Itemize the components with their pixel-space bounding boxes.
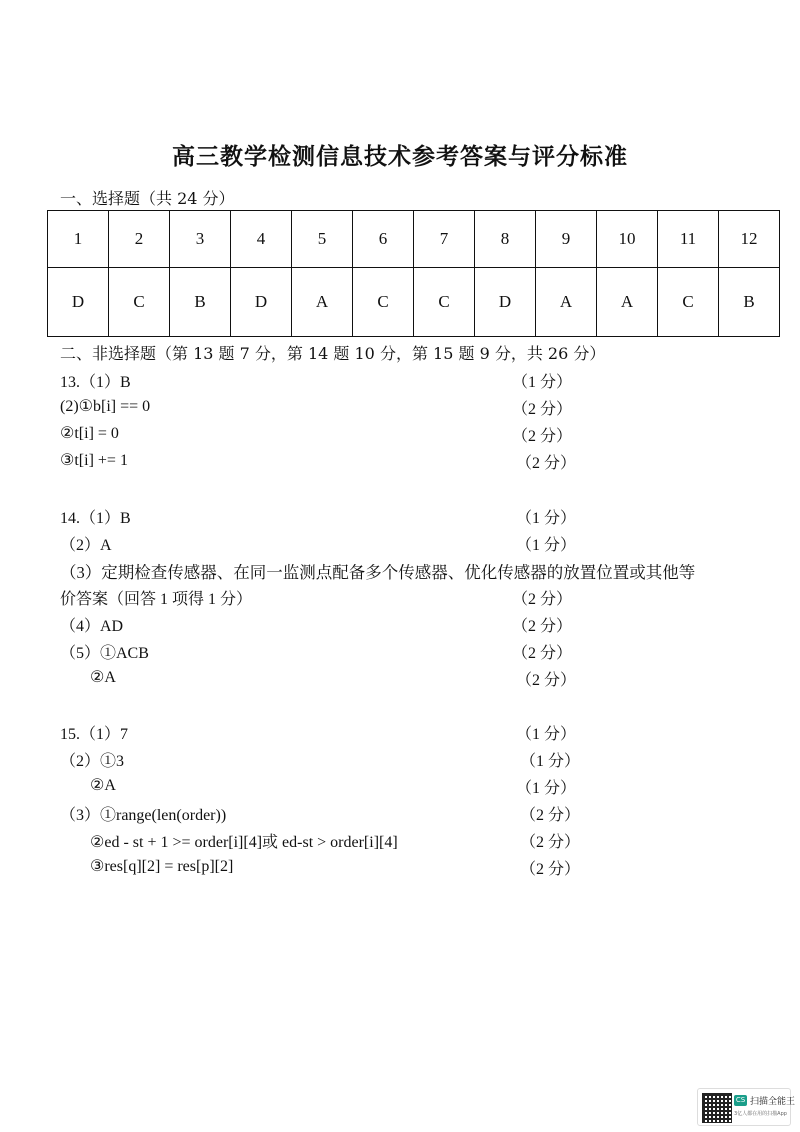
score-label: （1 分） [516, 780, 577, 797]
camscanner-logo: CS [735, 1096, 746, 1104]
score-label: （2 分） [520, 807, 581, 824]
answer-line-15-2a: （2）①3 [60, 753, 125, 770]
score-label: （2 分） [520, 834, 581, 851]
question-number-row [48, 211, 780, 268]
answer-cell: C [658, 268, 719, 337]
score-label: （2 分） [516, 672, 577, 689]
answer-line-14-5a: （5）①ACB [60, 645, 149, 662]
answer-cell: C [414, 268, 475, 337]
question-number: 10 [597, 211, 658, 268]
answer-line-13-2c: ③t[i] += 1 [60, 452, 128, 469]
page-title: 高三教学检测信息技术参考答案与评分标准 [172, 143, 628, 170]
answer-row [48, 268, 780, 337]
question-number: 9 [536, 211, 597, 268]
answer-line-15-3a: （3）①range(len(order)) [60, 807, 227, 824]
answer-line-15-2b: ②A [90, 777, 116, 794]
scanner-brand: 扫描全能王 [750, 1097, 796, 1107]
qr-code-icon [702, 1093, 732, 1123]
answer-line-14-2: （2）A [60, 537, 112, 554]
answer-line-13-1: 13.（1）B [60, 374, 131, 391]
score-label: （1 分） [516, 510, 577, 527]
question-number: 7 [414, 211, 475, 268]
score-label: （1 分） [512, 374, 573, 391]
answer-line-15-3b: ②ed - st + 1 >= order[i][4]或 ed-st > order[i][4] [90, 834, 398, 851]
score-label: （1 分） [516, 726, 577, 743]
answer-cell: D [231, 268, 292, 337]
question-number: 3 [170, 211, 231, 268]
score-label: （2 分） [520, 861, 581, 878]
answer-cell: B [170, 268, 231, 337]
question-number: 11 [658, 211, 719, 268]
question-number: 1 [48, 211, 109, 268]
question-number: 8 [475, 211, 536, 268]
answer-cell: D [475, 268, 536, 337]
answer-cell: A [597, 268, 658, 337]
answer-cell: A [292, 268, 353, 337]
score-label: （1 分） [520, 753, 581, 770]
answer-line-14-3: （3）定期检查传感器、在同一监测点配备多个传感器、优化传感器的放置位置或其他等 [60, 563, 696, 582]
answer-cell: A [536, 268, 597, 337]
answer-line-15-1: 15.（1）7 [60, 726, 129, 743]
score-label: （2 分） [512, 401, 573, 418]
answer-cell: C [353, 268, 414, 337]
score-label: （2 分） [512, 591, 573, 608]
section-1-heading: 一、选择题（共 24 分） [60, 189, 235, 208]
score-label: （2 分） [512, 428, 573, 445]
section-2-heading: 二、非选择题（第 13 题 7 分，第 14 题 10 分，第 15 题 9 分，共 26 分） [60, 344, 606, 363]
scanner-tagline: 3亿人都在用的扫描App [734, 1111, 787, 1117]
answer-line-14-5b: ②A [90, 669, 116, 686]
answer-line-13-2b: ②t[i] = 0 [60, 425, 119, 442]
answer-cell: C [109, 268, 170, 337]
answer-line-14-4: （4）AD [60, 618, 124, 635]
score-label: （1 分） [516, 537, 577, 554]
question-number: 4 [231, 211, 292, 268]
answer-line-13-2a: (2)①b[i] == 0 [60, 398, 151, 415]
score-label: （2 分） [512, 645, 573, 662]
question-number: 2 [109, 211, 170, 268]
scanner-watermark [697, 1088, 796, 1126]
answer-line-14-3-cont: 价答案（回答 1 项得 1 分） [60, 591, 253, 608]
answer-cell: D [48, 268, 109, 337]
score-label: （2 分） [516, 455, 577, 472]
question-number: 6 [353, 211, 414, 268]
answer-cell: B [719, 268, 780, 337]
question-number: 5 [292, 211, 353, 268]
score-label: （2 分） [512, 618, 573, 635]
answer-line-15-3c: ③res[q][2] = res[p][2] [90, 858, 234, 875]
question-number: 12 [719, 211, 780, 268]
answer-table [47, 210, 780, 337]
answer-line-14-1: 14.（1）B [60, 510, 131, 527]
